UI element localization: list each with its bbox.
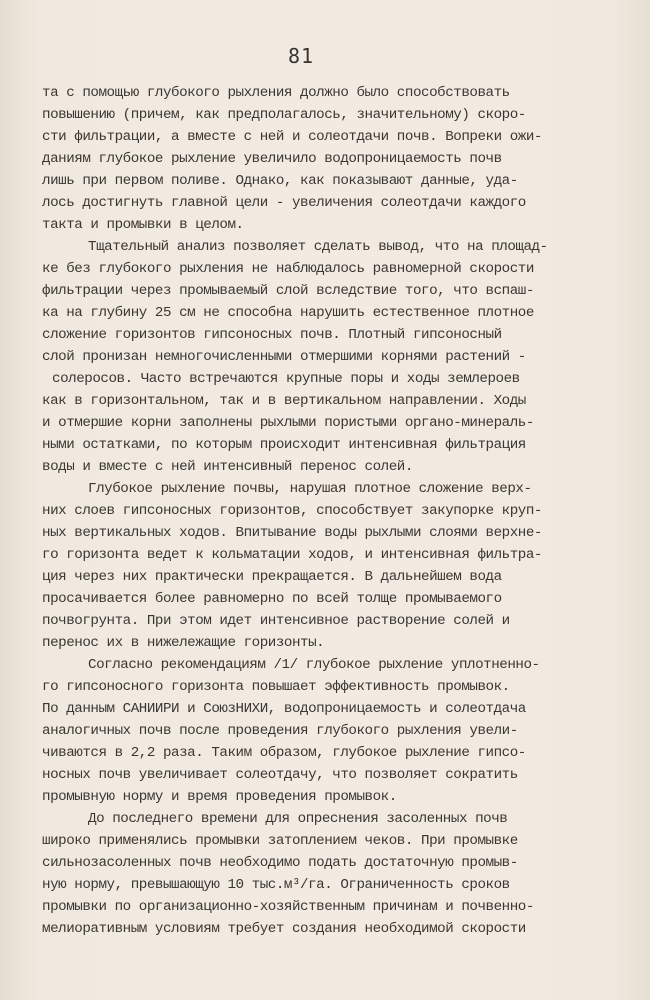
text-line: солеросов. Часто встречаются крупные поры и ходы землероев [52,371,520,387]
paragraph-first-line: Глубокое рыхление почвы, нарушая плотное сложение верх- [88,481,532,497]
text-line: ка на глубину 25 см не способна нарушить естественное плотное [42,305,534,321]
text-line: и отмершие корни заполнены рыхлыми пористыми органо-минераль- [42,415,534,431]
text-line: та с помощью глубокого рыхления должно было способствовать [42,85,510,101]
text-line: ных вертикальных ходов. Впитывание воды рыхлыми слоями верхне- [42,525,542,541]
text-line: ке без глубокого рыхления не наблюдалось равномерной скорости [42,261,534,277]
text-line: чиваются в 2,2 раза. Таким образом, глубокое рыхление гипсо- [42,745,526,761]
text-line: ную норму, превышающую 10 тыс.м³/га. Ограниченность сроков [42,877,510,893]
text-line: воды и вместе с ней интенсивный перенос солей. [42,459,413,475]
text-line: аналогичных почв после проведения глубокого рыхления увели- [42,723,518,739]
text-line: как в горизонтальном, так и в вертикальном направлении. Ходы [42,393,526,409]
text-line: лишь при первом поливе. Однако, как показывают данные, уда- [42,173,518,189]
text-line: го гипсоносного горизонта повышает эффективность промывок. [42,679,510,695]
text-line: сложение горизонтов гипсоносных почв. Плотный гипсоносный [42,327,502,343]
text-line: слой пронизан немногочисленными отмершими корнями растений - [42,349,526,365]
text-line: промывки по организационно-хозяйственным причинам и почвенно- [42,899,534,915]
text-line: лось достигнуть главной цели - увеличения солеотдачи каждого [42,195,526,211]
paragraph-first-line: Согласно рекомендациям /1/ глубокое рыхление уплотненно- [88,657,540,673]
page-number: 81 [288,44,315,68]
paragraph-first-line: Тщательный анализ позволяет сделать вывод, что на площад- [88,239,548,255]
text-line: них слоев гипсоносных горизонтов, способствует закупорке круп- [42,503,542,519]
text-line: почвогрунта. При этом идет интенсивное растворение солей и [42,613,510,629]
text-line: даниям глубокое рыхление увеличило водопроницаемость почв [42,151,502,167]
text-line: перенос их в нижележащие горизонты. [42,635,325,651]
text-line: носных почв увеличивает солеотдачу, что позволяет сократить [42,767,518,783]
text-line: просачивается более равномерно по всей толще промываемого [42,591,502,607]
text-line: По данным САНИИРИ и СоюзНИХИ, водопроницаемость и солеотдача [42,701,526,717]
text-line: промывную норму и время проведения промывок. [42,789,397,805]
text-line: широко применялись промывки затоплением чеков. При промывке [42,833,518,849]
text-line: мелиоративным условиям требует создания необходимой скорости [42,921,526,937]
text-line: сильнозасоленных почв необходимо подать достаточную промыв- [42,855,518,871]
text-line: фильтрации через промываемый слой вследствие того, что вспаш- [42,283,534,299]
text-line: ными остатками, по которым происходит интенсивная фильтрация [42,437,526,453]
text-line: ция через них практически прекращается. В дальнейшем вода [42,569,502,585]
text-line: сти фильтрации, а вместе с ней и солеотдачи почв. Вопреки ожи- [42,129,542,145]
text-line: го горизонта ведет к кольматации ходов, и интенсивная фильтра- [42,547,542,563]
text-line: такта и промывки в целом. [42,217,244,233]
paragraph-first-line: До последнего времени для опреснения засоленных почв [88,811,508,827]
text-line: повышению (причем, как предполагалось, значительному) скоро- [42,107,526,123]
